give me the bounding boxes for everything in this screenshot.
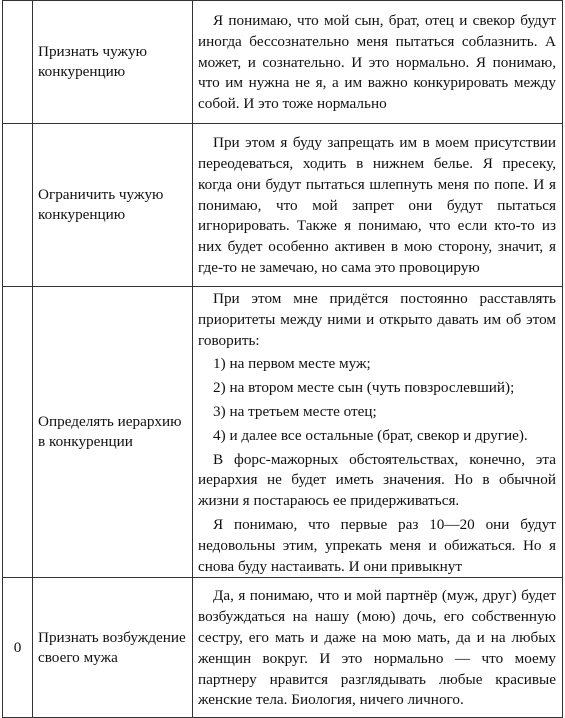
list-item: 4) и далее все остальные (брат, свекор и другие). — [213, 426, 528, 444]
action-cell: Определять иерархию в конкуренции — [33, 287, 193, 578]
list-item: 3) на третьем месте отец; — [213, 402, 377, 420]
table-row — [3, 287, 563, 578]
action-cell: Признать возбуждение своего мужа — [33, 578, 193, 718]
description-cell — [193, 578, 563, 718]
list-item: 1) на первом месте муж; — [213, 355, 371, 373]
list-item: 2) на втором месте сын (чуть повзрослевший); — [213, 379, 515, 397]
strategy-table — [2, 0, 563, 718]
row-number — [3, 1, 33, 124]
table-row — [3, 1, 563, 124]
description-text: При этом я буду запрещать им в моем присутствии переодеваться, ходить в нижнем белье. Я пресеку, когда они будут пытаться шлепнуть меня по попе. И я понимаю, что мой запрет они будут пытаться игнорировать. Также я понимаю, что если кто-то из них будет особенно активен в мою сторону, значит, я где-то не замечаю, но сама это провоцирую — [198, 134, 556, 276]
description-paragraph: В форс-мажорных обстоятельствах, конечно, эта иерархия не будет иметь значения. Но в обычной жизни я постараюсь ее придерживаться. — [198, 450, 556, 510]
description-cell — [193, 124, 563, 287]
description-text: Я понимаю, что мой сын, брат, отец и свекор будут иногда бессознательно меня пытаться соблазнить. А может, и сознательно. И это нормально. Я понимаю, что им нужна не я, а им важно конкурировать между собой. И это тоже нормально — [198, 12, 556, 113]
table-row — [3, 578, 563, 718]
table-row — [3, 124, 563, 287]
description-cell — [193, 287, 563, 578]
description-text: Да, я понимаю, что и мой партнёр (муж, друг) будет возбуждаться на нашу (мою) дочь, его собственную сестру, его мать и даже на мою мать, да и на любых женщин вокруг. И это нормально — что моему партнеру нравится разглядывать любые красивые женские тела. Биология, ничего личного. — [198, 587, 556, 709]
action-cell: Ограничить чужую конкуренцию — [33, 124, 193, 287]
row-number — [3, 124, 33, 287]
description-intro: При этом мне придётся постоянно расставлять приоритеты между ними и открыто давать им об этом говорить: — [198, 290, 556, 349]
description-paragraph: Я понимаю, что первые раз 10—20 они будут недовольны этим, упрекать меня и обижаться. Но я снова буду настаивать. И они привыкнут — [198, 515, 556, 575]
row-number: 0 — [3, 578, 33, 718]
action-cell: Признать чужую конкуренцию — [33, 1, 193, 124]
row-number — [3, 287, 33, 578]
description-cell — [193, 1, 563, 124]
